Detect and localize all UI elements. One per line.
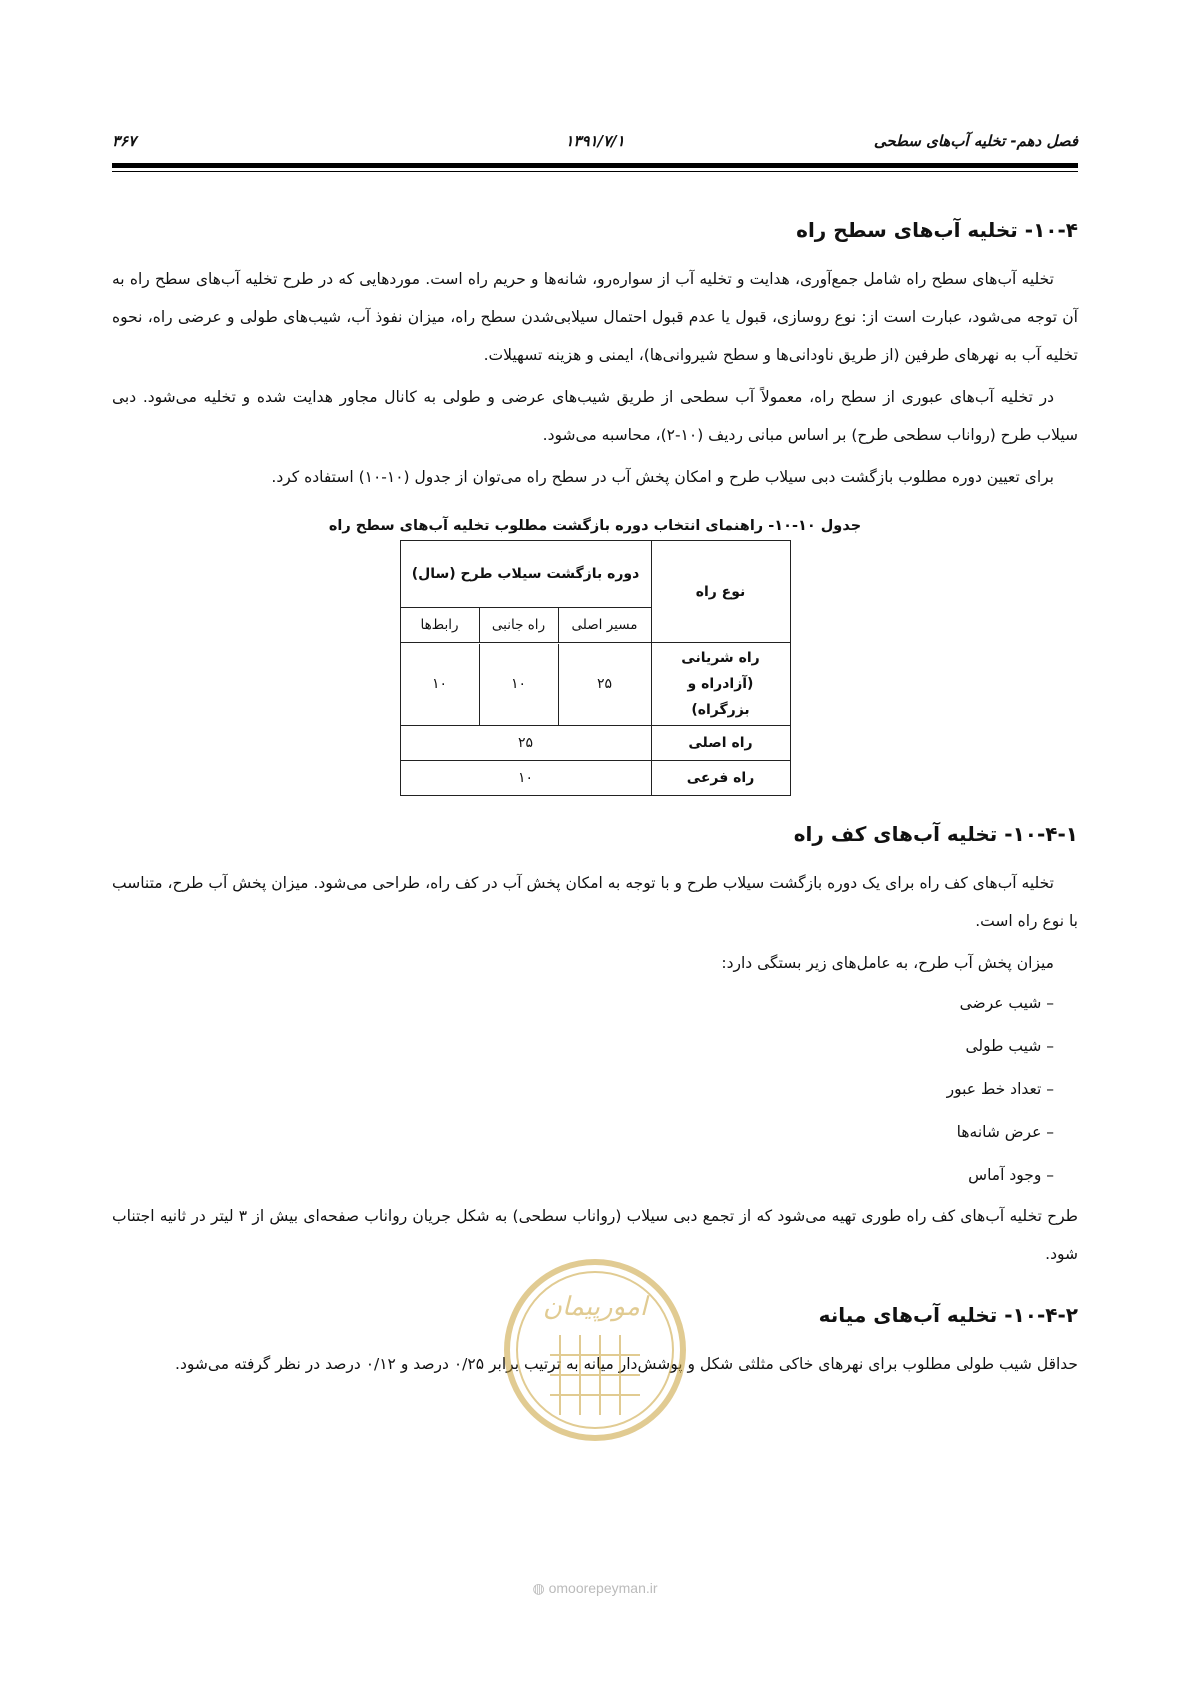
header-date: ۱۳۹۱/۷/۱	[565, 132, 625, 150]
page-number: ۳۶۷	[112, 132, 137, 150]
list-item: – وجود آماس	[968, 1166, 1054, 1184]
table-caption: جدول ۱۰-۱۰- راهنمای انتخاب دوره بازگشت مطلوب تخلیه آب‌های سطح راه	[328, 518, 862, 534]
table-cell: ۲۵	[400, 726, 651, 761]
list-item: – تعداد خط عبور	[946, 1080, 1054, 1098]
globe-icon: ◍	[532, 1580, 549, 1596]
row-label-line: (آزادراه و بزرگراه)	[687, 676, 754, 718]
paragraph: تخلیه آب‌های کف راه برای یک دوره بازگشت سیلاب طرح و با توجه به امکان پخش آب در کف راه، طراحی می‌شود. میزان پخش آب طرح، متناسب با نوع راه است.	[112, 874, 1078, 930]
return-period-table	[400, 540, 791, 796]
watermark-logo-text: امورپیمان	[542, 1292, 648, 1322]
list-item: – شیب طولی	[965, 1037, 1054, 1055]
section-heading-road-bed: ۱۰-۴-۱- تخلیه آب‌های کف راه	[793, 822, 1078, 846]
row-label-main-road: راه اصلی	[651, 726, 790, 761]
header-rule-thin	[112, 171, 1078, 172]
subheader-side-road: راه جانبی	[479, 608, 558, 643]
table-cell: ۱۰	[479, 644, 558, 726]
section-heading-road-surface: ۱۰-۴- تخلیه آب‌های سطح راه	[796, 218, 1078, 242]
subheader-links: رابط‌ها	[400, 608, 479, 643]
row-label-arterial	[651, 643, 790, 726]
section-heading-median: ۱۰-۴-۲- تخلیه آب‌های میانه	[818, 1303, 1078, 1327]
row-label-line: راه شریانی	[681, 650, 760, 666]
paragraph: تخلیه آب‌های سطح راه شامل جمع‌آوری، هدایت و تخلیه آب از سواره‌رو، شانه‌ها و حریم راه است. موردهایی که در طرح تخلیه آب‌های سطح راه به آن توجه می‌شود، عبارت است از: نوع روسازی، قبول یا عدم قبول احتمال سیلابی‌شدن سطح راه، میزان نفوذ آب، شیب‌های طولی و عرضی راه، نحوه تخلیه آب به نهرهای طرفین (از طریق ناودانی‌ها و سطح شیروانی‌ها)، ایمنی و هزینه تسهیلات.	[112, 270, 1078, 364]
table-cell: ۱۰	[400, 644, 479, 726]
page-content	[112, 218, 1078, 1383]
list-item: – شیب عرضی	[959, 994, 1054, 1012]
table-cell: ۲۵	[558, 644, 651, 726]
watermark-url	[0, 1580, 1190, 1597]
header-rule-thick	[112, 163, 1078, 168]
list-item: – عرض شانه‌ها	[956, 1123, 1054, 1141]
paragraph: در تخلیه آب‌های عبوری از سطح راه، معمولاً آب سطحی از طریق شیب‌های عرضی و طولی به کانال مجاور هدایت شده و تخلیه می‌شود. دبی سیلاب طرح (رواناب سطحی طرح) بر اساس مبانی ردیف (۱۰-۲)، محاسبه می‌شود.	[112, 388, 1078, 444]
chapter-title: فصل دهم- تخلیه آب‌های سطحی	[873, 132, 1078, 150]
factor-list	[112, 982, 1078, 1197]
paragraph: میزان پخش آب طرح، به عامل‌های زیر بستگی دارد:	[721, 954, 1054, 972]
header-road-type: نوع راه	[651, 541, 790, 643]
paragraph: طرح تخلیه آب‌های کف راه طوری تهیه می‌شود که از تجمع دبی سیلاب (رواناب سطحی) به شکل جریان رواناب صفحه‌ای بیش از ۳ لیتر در ثانیه اجتناب شود.	[112, 1207, 1078, 1263]
subheader-main-route: مسیر اصلی	[558, 608, 651, 643]
header-return-period: دوره بازگشت سیلاب طرح (سال)	[400, 541, 651, 608]
paragraph: حداقل شیب طولی مطلوب برای نهرهای خاکی مثلثی شکل و پوشش‌دار میانه به ترتیب برابر ۰/۲۵ درصد و ۰/۱۲ درصد در نظر گرفته می‌شود.	[175, 1355, 1078, 1373]
paragraph: برای تعیین دوره مطلوب بازگشت دبی سیلاب طرح و امکان پخش آب در سطح راه می‌توان از جدول (۱۰-۱۰) استفاده کرد.	[271, 468, 1054, 486]
table-cell: ۱۰	[400, 761, 651, 796]
page-header	[112, 128, 1078, 168]
watermark-url-text: omoorepeyman.ir	[548, 1580, 658, 1596]
row-label-minor-road: راه فرعی	[651, 761, 790, 796]
